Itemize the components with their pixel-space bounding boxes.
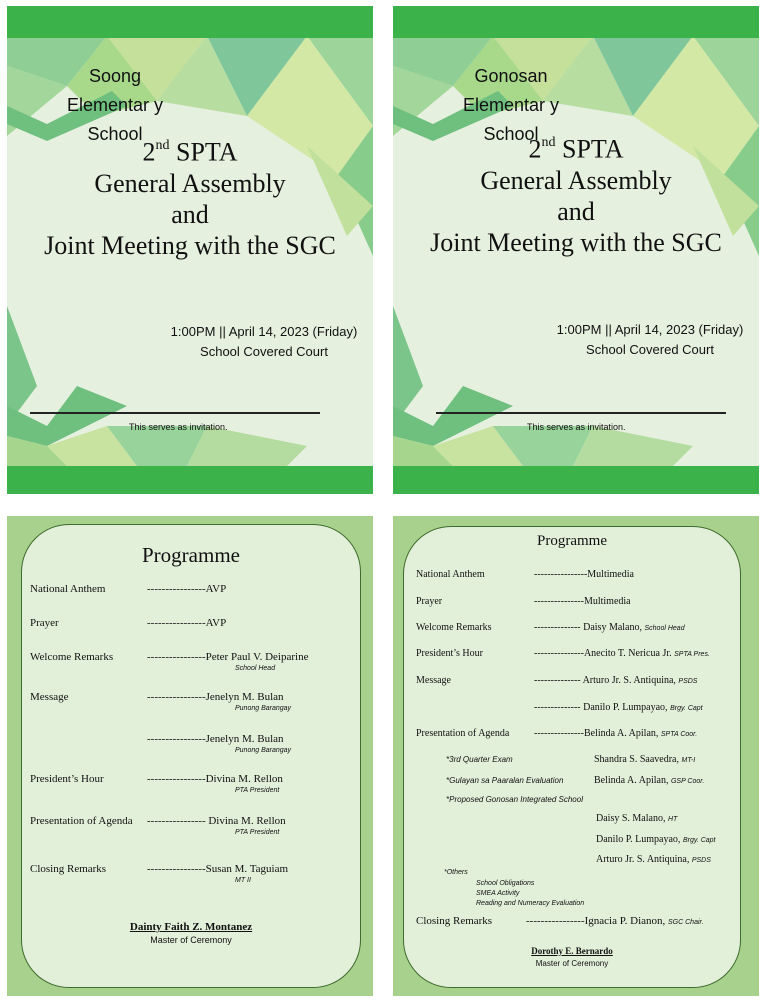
- others-item: SMEA Activity: [476, 890, 520, 897]
- invitation-note: This serves as invitation.: [527, 422, 626, 432]
- closing-role: SGC Chair.: [668, 919, 704, 926]
- person-role: GSP Coor.: [670, 778, 705, 785]
- person-name: Danilo P. Lumpayao,: [596, 834, 681, 845]
- invitation-note: This serves as invitation.: [129, 422, 228, 432]
- person-name: Daisy S. Malano,: [596, 813, 666, 824]
- person-role: MT-I: [681, 757, 696, 764]
- title-line-2: General Assembly: [480, 165, 672, 195]
- title-line-3: and: [171, 199, 209, 229]
- school-name: Gonosan Elementar y School: [462, 66, 560, 144]
- signature-line: [436, 412, 726, 414]
- row-label: National Anthem: [416, 569, 485, 580]
- event-title: [393, 129, 759, 258]
- person-role: Brgy. Capt: [682, 837, 716, 844]
- title-line-1: SPTA: [176, 137, 238, 167]
- event-datetime: 1:00PM || April 14, 2023 (Friday): [556, 322, 744, 337]
- mc-role: Master of Ceremony: [535, 959, 609, 968]
- title-line-4: Joint Meeting with the SGC: [430, 227, 722, 257]
- person-role: PSDS: [691, 857, 711, 864]
- person-role: HT: [667, 816, 678, 823]
- row-value: [534, 702, 703, 713]
- mc-name: Dorothy E. Bernardo: [531, 946, 613, 956]
- row-value: ---------------- Divina M. Rellon: [147, 815, 286, 827]
- others-item: Reading and Numeracy Evaluation: [476, 900, 585, 907]
- row-role: PSDS: [678, 678, 698, 685]
- row-person: ---------------Anecito T. Nericua Jr.: [534, 648, 672, 659]
- invitation-card-left: [7, 6, 373, 494]
- row-label: Welcome Remarks: [416, 622, 492, 633]
- event-datetime: 1:00PM || April 14, 2023 (Friday): [170, 324, 358, 339]
- programme-title: Programme: [537, 533, 607, 549]
- row-label: Prayer: [30, 617, 59, 629]
- invitation-card-right: [393, 6, 759, 494]
- row-role: SPTA Coor.: [660, 731, 698, 738]
- ordinal-number: 2: [142, 137, 156, 167]
- person-name: Arturo Jr. S. Antiquina,: [596, 854, 690, 865]
- row-person: -------------- Daisy Malano,: [534, 622, 642, 633]
- row-value: [534, 569, 634, 580]
- row-person: ---------------Belinda A. Apilan,: [534, 728, 659, 739]
- agenda-topic: *3rd Quarter Exam: [446, 755, 513, 764]
- top-band: [393, 6, 759, 38]
- programme-frame: [21, 524, 361, 988]
- row-label: Message: [416, 675, 451, 686]
- row-value: ----------------Susan M. Taguiam: [147, 863, 289, 875]
- row-value: [526, 915, 704, 927]
- row-person: ----------------Multimedia: [534, 569, 634, 580]
- top-band: [7, 6, 373, 38]
- programme-frame: [403, 526, 741, 988]
- programme-card-left: [7, 516, 373, 996]
- row-label: Closing Remarks: [30, 863, 107, 875]
- row-value: [534, 596, 631, 607]
- row-role: Punong Barangay: [235, 705, 292, 712]
- person-name: Belinda A. Apilan,: [594, 775, 669, 786]
- master-of-ceremony: [404, 941, 740, 968]
- signature-line: [30, 412, 320, 414]
- event-title: [7, 132, 373, 261]
- agenda-topic: *Gulayan sa Paaralan Evaluation: [446, 776, 564, 785]
- row-person: ---------------Multimedia: [534, 596, 631, 607]
- row-label: Presentation of Agenda: [416, 728, 510, 739]
- ordinal-suffix: nd: [541, 135, 556, 150]
- row-value: ----------------Jenelyn M. Bulan: [147, 691, 284, 703]
- title-line-3: and: [557, 196, 595, 226]
- others-label: *Others: [444, 869, 468, 876]
- event-venue: School Covered Court: [586, 342, 714, 357]
- title-line-1: SPTA: [562, 134, 624, 164]
- row-value: [534, 728, 697, 739]
- school-name: Soong Elementar y School: [66, 66, 164, 144]
- row-person: -------------- Arturo Jr. S. Antiquina,: [534, 675, 676, 686]
- event-details: [157, 322, 371, 362]
- row-label: Closing Remarks: [416, 915, 493, 927]
- row-label: President’s Hour: [30, 773, 104, 785]
- row-role: Punong Barangay: [235, 747, 292, 754]
- others-item: School Obligations: [476, 880, 535, 887]
- row-value: ----------------Peter Paul V. Deiparine: [147, 651, 309, 663]
- row-label: Message: [30, 691, 69, 703]
- row-role: PTA President: [235, 787, 280, 794]
- mc-role: Master of Ceremony: [150, 935, 232, 945]
- programme-card-right: [393, 516, 759, 996]
- person-name: Shandra S. Saavedra,: [594, 754, 679, 765]
- row-role: MT II: [235, 877, 251, 884]
- event-venue: School Covered Court: [200, 344, 328, 359]
- row-role: SPTA Pres.: [674, 651, 710, 658]
- title-line-2: General Assembly: [94, 168, 286, 198]
- row-value: [534, 648, 710, 659]
- row-label: Welcome Remarks: [30, 651, 114, 663]
- row-value: [534, 622, 685, 633]
- row-label: Presentation of Agenda: [30, 815, 133, 827]
- row-value: ----------------Divina M. Rellon: [147, 773, 283, 785]
- row-role: School Head: [235, 665, 276, 672]
- row-person: -------------- Danilo P. Lumpayao,: [534, 702, 668, 713]
- row-role: School Head: [644, 625, 685, 632]
- row-label: President’s Hour: [416, 648, 483, 659]
- ordinal-suffix: nd: [155, 138, 170, 153]
- event-details: [543, 320, 757, 360]
- row-value: ----------------AVP: [147, 583, 227, 595]
- bottom-band: [7, 466, 373, 494]
- row-value: ----------------Jenelyn M. Bulan: [147, 733, 284, 745]
- ordinal-number: 2: [528, 134, 542, 164]
- programme-title: Programme: [142, 543, 240, 567]
- master-of-ceremony: [22, 917, 360, 945]
- row-value: [534, 675, 697, 686]
- row-role: PTA President: [235, 829, 280, 836]
- bottom-band: [393, 466, 759, 494]
- row-label: Prayer: [416, 596, 443, 607]
- agenda-topic: *Proposed Gonosan Integrated School: [446, 795, 583, 804]
- title-line-4: Joint Meeting with the SGC: [44, 230, 336, 260]
- closing-person: ----------------Ignacia P. Dianon,: [526, 915, 666, 927]
- mc-name: Dainty Faith Z. Montanez: [129, 921, 253, 933]
- row-label: National Anthem: [30, 583, 106, 595]
- row-value: ----------------AVP: [147, 617, 227, 629]
- row-role: Brgy. Capt: [670, 705, 703, 712]
